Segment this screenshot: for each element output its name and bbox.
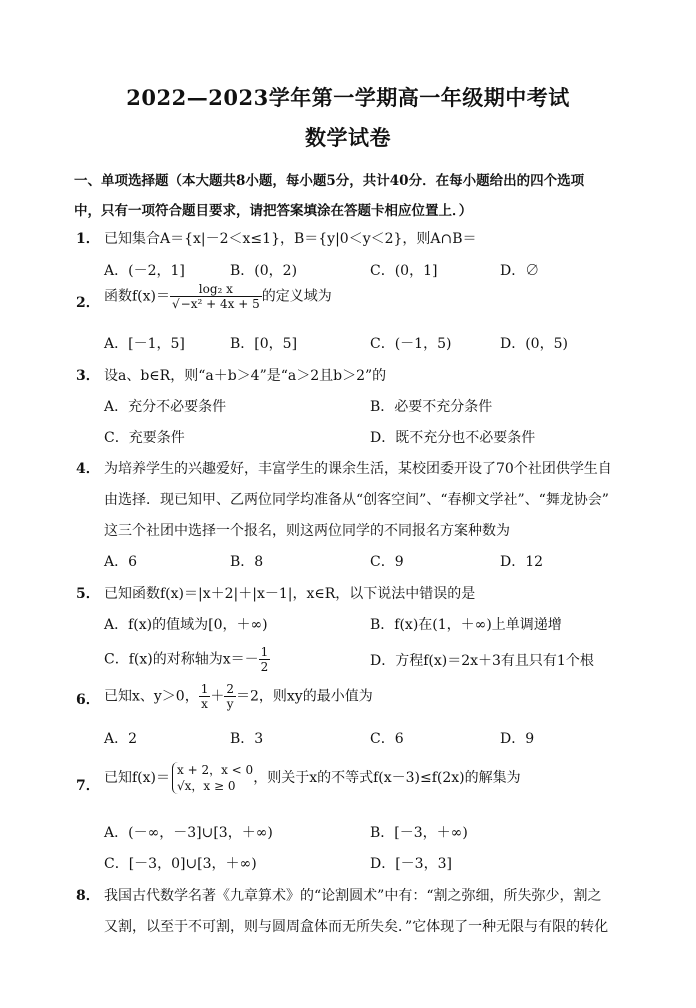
stem-prefix: 已知x、y＞0， — [104, 688, 199, 705]
option-b: B．(0，2) — [230, 263, 298, 279]
option-a: A．f(x)的值域为[0，＋∞) — [104, 617, 268, 633]
option-a: A．充分不必要条件 — [104, 399, 227, 415]
radicand: −x² + 4x + 5 — [180, 297, 260, 311]
fraction-denominator: x — [201, 697, 208, 711]
option-d: D．(0，5) — [500, 336, 568, 352]
fraction — [259, 645, 271, 674]
fraction — [199, 682, 211, 711]
option-a: A．(－∞，－3]∪[3，＋∞) — [104, 825, 273, 841]
option-c: C．9 — [370, 554, 404, 570]
option-a: A．(－2，1] — [104, 263, 185, 279]
option-d: D．12 — [500, 554, 544, 570]
fraction — [224, 682, 236, 711]
question-stem — [104, 682, 373, 711]
fraction-denominator: y — [226, 697, 234, 711]
question-stem-line: 这三个社团中选择一个报名，则这两位同学的不同报名方案种数为 — [104, 523, 510, 539]
question-number: 7． — [76, 778, 100, 794]
option-c: C．充要条件 — [104, 430, 185, 446]
fraction — [170, 282, 262, 311]
question-number: 1． — [76, 231, 100, 247]
option-d: D．9 — [500, 731, 535, 747]
option-b: B．3 — [230, 731, 264, 747]
fraction-numerator: 1 — [260, 645, 269, 659]
option-a: A．[－1，5] — [104, 336, 185, 352]
question-stem — [104, 762, 521, 794]
fraction-numerator: 1 — [200, 682, 209, 696]
option-c-text: C．f(x)的对称轴为x＝－ — [104, 651, 259, 668]
fraction-denominator: √−x² + 4x + 5 — [172, 297, 260, 311]
option-b: B．f(x)在(1，＋∞)上单调递增 — [370, 617, 562, 633]
question-number: 6． — [76, 692, 100, 708]
question-stem-line: 由选择．现已知甲、乙两位同学均准备从“创客空间”、“春柳文学社”、“舞龙协会” — [104, 492, 609, 508]
question-stem: 已知函数f(x)＝|x＋2|＋|x－1|，x∈R，以下说法中错误的是 — [104, 586, 476, 602]
exam-subtitle: 数学试卷 — [305, 125, 391, 150]
exam-title: 2022—2023学年第一学期高一年级期中考试 — [126, 85, 570, 110]
option-b: B．[－3，＋∞) — [370, 825, 468, 841]
option-a: A．2 — [104, 731, 138, 747]
question-number: 4． — [76, 461, 100, 477]
fraction-numerator: log₂ x — [170, 282, 262, 297]
question-stem-line: 为培养学生的兴趣爱好，丰富学生的课余生活，某校团委开设了70个社团供学生自 — [104, 461, 612, 477]
stem-prefix: 函数f(x)＝ — [104, 288, 171, 305]
question-number: 8． — [76, 888, 100, 904]
question-number: 2． — [76, 295, 100, 311]
option-c: C．[－3，0]∪[3，＋∞) — [104, 856, 257, 872]
option-d: D．∅ — [500, 263, 540, 279]
option-d: D．既不充分也不必要条件 — [370, 430, 536, 446]
fraction-denominator: 2 — [260, 660, 269, 674]
question-stem: 设a、b∈R，则“a＋b＞4”是“a＞2且b＞2”的 — [104, 368, 387, 384]
option-c: C．6 — [370, 731, 404, 747]
option-b: B．必要不充分条件 — [370, 399, 493, 415]
option-b: B．8 — [230, 554, 264, 570]
plus-sign: ＋ — [210, 688, 225, 705]
stem-suffix: ＝2，则xy的最小值为 — [236, 688, 373, 705]
option-b: B．[0，5] — [230, 336, 298, 352]
question-stem — [104, 282, 332, 311]
section-heading-line2: 中，只有一项符合题目要求，请把答案填涂在答题卡相应位置上．） — [74, 203, 473, 219]
question-stem: 已知集合A＝{x|－2＜x≤1}，B＝{y|0＜y＜2}，则A∩B＝ — [104, 231, 477, 247]
option-c: C．(0，1] — [370, 263, 438, 279]
question-stem-line: 我国古代数学名著《九章算术》的“论割圆术”中有：“割之弥细，所失弥少，割之 — [104, 888, 602, 904]
option-d: D．[－3，3] — [370, 856, 452, 872]
fraction-numerator: 2 — [226, 682, 234, 696]
option-c: C．(－1，5) — [370, 336, 452, 352]
piecewise-brace — [172, 762, 253, 794]
question-stem-line: 又割，以至于不可割，则与圆周盒体而无所失矣．”它体现了一种无限与有限的转化 — [104, 919, 609, 935]
question-number: 3． — [76, 368, 100, 384]
section-heading-line1: 一、单项选择题（本大题共8小题，每小题5分，共计40分．在每小题给出的四个选项 — [74, 173, 585, 189]
stem-suffix: 的定义域为 — [261, 288, 332, 305]
piecewise-case-1: x + 2，x < 0 — [177, 763, 254, 777]
stem-suffix: ，则关于x的不等式f(x－3)≤f(2x)的解集为 — [253, 770, 521, 786]
piecewise-case-2: √x，x ≥ 0 — [177, 779, 236, 793]
option-c — [104, 645, 270, 674]
option-d: D．方程f(x)＝2x＋3有且只有1个根 — [370, 653, 594, 669]
stem-prefix: 已知f(x)＝ — [104, 770, 171, 786]
question-number: 5． — [76, 586, 100, 602]
option-a: A．6 — [104, 554, 138, 570]
